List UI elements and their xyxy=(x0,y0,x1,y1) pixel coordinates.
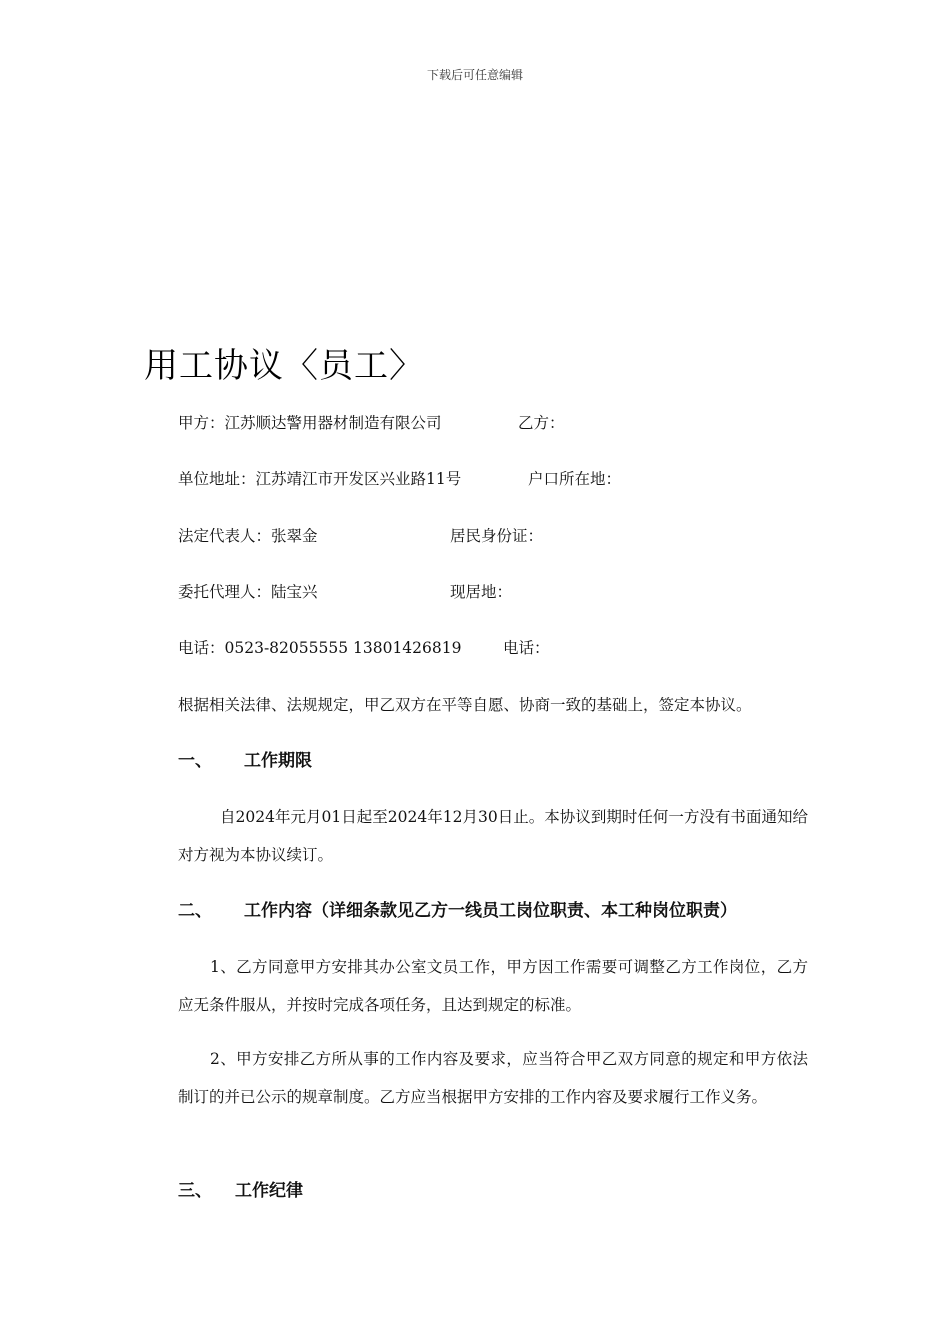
section-paragraph: 2、甲方安排乙方所从事的工作内容及要求，应当符合甲乙双方同意的规定和甲方依法制订的并已公示的规章制度。乙方应当根据甲方安排的工作内容及要求履行工作义务。 xyxy=(178,1050,808,1106)
party-b-phone-label: 电话： xyxy=(503,639,550,657)
party-b-id-label: 居民身份证： xyxy=(450,527,544,545)
party-a-address: 单位地址：江苏靖江市开发区兴业路11号 xyxy=(178,470,462,488)
party-a-phone: 电话：0523-82055555 13801426819 xyxy=(178,639,462,657)
party-row xyxy=(178,526,544,546)
section-heading xyxy=(178,1180,303,1202)
party-b-hukou-label: 户口所在地： xyxy=(528,470,622,488)
section-paragraph: 1、乙方同意甲方安排其办公室文员工作，甲方因工作需要可调整乙方工作岗位，乙方应无条件服从，并按时完成各项任务，且达到规定的标准。 xyxy=(178,958,808,1014)
party-a-legal-rep: 法定代表人：张翠金 xyxy=(178,527,318,545)
party-row xyxy=(178,413,565,433)
section-number: 一、 xyxy=(178,751,212,771)
intro-paragraph: 根据相关法律、法规规定，甲乙双方在平等自愿、协商一致的基础上，签定本协议。 xyxy=(178,696,752,714)
party-row xyxy=(178,582,513,602)
section-heading xyxy=(178,900,737,922)
party-b-label: 乙方： xyxy=(518,414,565,432)
document-title: 用工协议〈员工〉 xyxy=(144,346,424,386)
section-number: 二、 xyxy=(178,901,212,921)
section-title: 工作期限 xyxy=(244,751,312,771)
party-a-name: 甲方：江苏顺达警用器材制造有限公司 xyxy=(178,414,442,432)
section-paragraph: 自2024年元月01日起至2024年12月30日止。本协议到期时任何一方没有书面通知给对方视为本协议续订。 xyxy=(178,808,808,864)
section-title: 工作内容（详细条款见乙方一线员工岗位职责、本工种岗位职责） xyxy=(244,901,737,921)
party-row xyxy=(178,638,550,658)
party-b-residence-label: 现居地： xyxy=(450,583,513,601)
section-heading xyxy=(178,750,312,772)
party-row xyxy=(178,469,622,489)
section-title: 工作纪律 xyxy=(235,1181,303,1201)
section-number: 三、 xyxy=(178,1181,212,1201)
page-header: 下载后可任意编辑 xyxy=(426,68,523,82)
party-a-agent: 委托代理人：陆宝兴 xyxy=(178,583,318,601)
